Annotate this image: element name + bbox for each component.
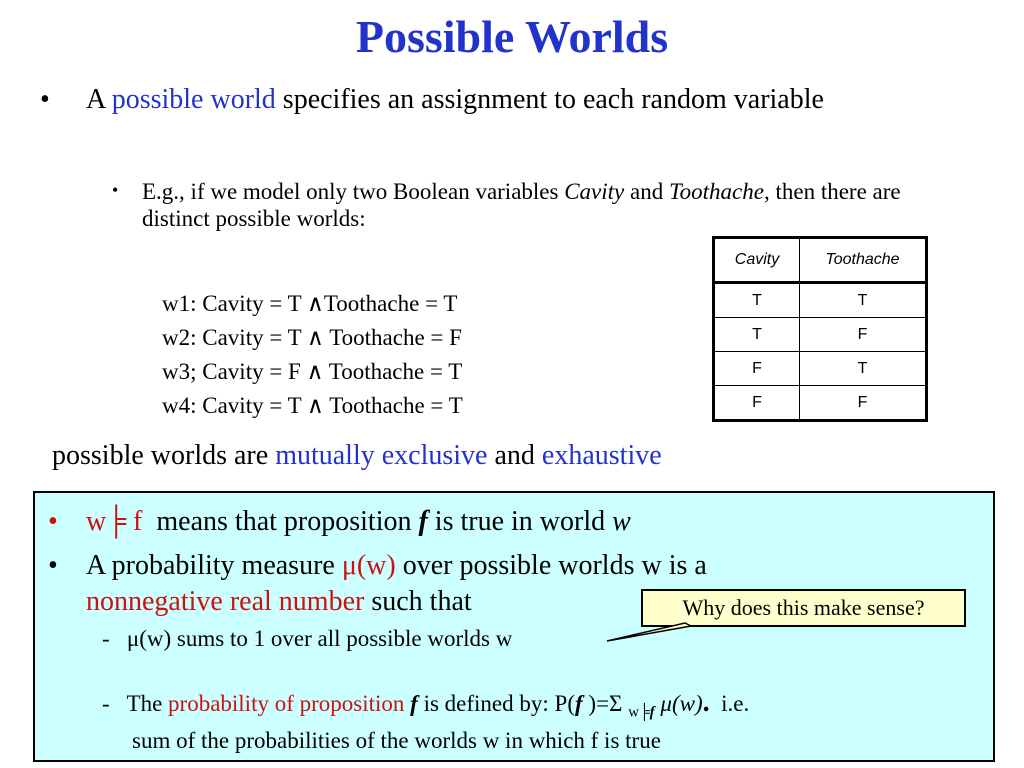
possible-world-term: possible world	[111, 84, 276, 115]
entails-symbol: w╞ f	[86, 506, 143, 537]
sum-subscript: w╞	[628, 704, 650, 721]
table-header-row	[714, 238, 927, 283]
prob-mid: is defined by: P(	[423, 691, 575, 716]
formula-period: .	[702, 687, 710, 718]
dash-marker: -	[102, 626, 110, 651]
var-toothache: Toothache	[668, 179, 764, 204]
table-row	[714, 283, 927, 318]
sums-to-one-text: μ(w) sums to 1 over all possible worlds w	[126, 626, 513, 651]
entails-text	[86, 504, 631, 540]
entails-text-1: means that proposition	[156, 506, 412, 537]
prob-pre: The	[126, 691, 163, 716]
exclusive-pre: possible worlds are	[52, 440, 269, 471]
example-text-3: distinct possible worlds:	[142, 206, 366, 231]
box-bullet-marker: •	[48, 550, 58, 581]
exclusive-and: and	[494, 440, 535, 471]
sum-symbol: )=Σ	[588, 691, 623, 716]
world-w3: w3; Cavity = F ∧ Toothache = T	[162, 359, 463, 384]
table-cell: F	[714, 352, 800, 386]
dash-sums-to-one	[102, 625, 512, 653]
world-w: w	[612, 506, 631, 537]
example-text-1: E.g., if we model only two Boolean variables	[142, 179, 559, 204]
table-cell: F	[800, 386, 927, 421]
world-w4: w4: Cavity = T ∧ Toothache = T	[162, 393, 463, 418]
exhaustive-term: exhaustive	[541, 440, 662, 471]
proposition-f: f	[418, 506, 428, 537]
truth-table	[712, 236, 928, 422]
measure-mid: over possible worlds w is a	[402, 550, 707, 581]
measure-pre: A probability measure	[86, 550, 335, 581]
table-cell: F	[800, 318, 927, 352]
dash-probability-def	[102, 689, 749, 727]
sub-bullet-marker: •	[112, 180, 119, 200]
nonnegative-real-term: nonnegative real number	[86, 586, 365, 617]
proposition-f: f	[410, 691, 418, 716]
slide-title: Possible Worlds	[355, 11, 669, 62]
table-cell: F	[714, 386, 800, 421]
dash-marker: -	[102, 691, 110, 716]
worlds-list	[162, 287, 463, 423]
mutually-exclusive-term: mutually exclusive	[275, 440, 488, 471]
table-cell: T	[800, 352, 927, 386]
bullet-marker: •	[40, 84, 50, 115]
table-cell: T	[800, 283, 927, 318]
example-and: and	[630, 179, 664, 204]
world-w2: w2: Cavity = T ∧ Toothache = F	[162, 325, 462, 350]
var-cavity: Cavity	[564, 179, 625, 204]
prob-definition-line2: sum of the probabilities of the worlds w in which f is true	[132, 728, 661, 753]
callout-question: Why does this make sense?	[641, 589, 966, 627]
entails-text-2: is true in world	[434, 506, 606, 537]
bullet-text-post: specifies an assignment to each random variable	[282, 84, 824, 115]
header-toothache: Toothache	[800, 238, 927, 283]
table-row	[714, 386, 927, 421]
table-row	[714, 318, 927, 352]
bullet-text	[86, 82, 906, 118]
header-cavity: Cavity	[714, 238, 800, 283]
ie-text: i.e.	[721, 691, 750, 716]
table-cell: T	[714, 318, 800, 352]
sub-bullet-text	[142, 178, 1002, 232]
callout-pointer	[605, 622, 695, 644]
mu-w: μ(w)	[341, 550, 396, 581]
mu-w-formula: μ(w)	[660, 691, 703, 716]
sum-subscript-f: f	[649, 704, 655, 721]
bullet-text-pre: A	[86, 84, 105, 115]
exclusive-exhaustive-line	[52, 440, 662, 472]
probability-of-proposition-term: probability of proposition	[168, 691, 405, 716]
measure-post: such that	[371, 586, 472, 617]
world-w1: w1: Cavity = T ∧Toothache = T	[162, 291, 458, 316]
table-cell: T	[714, 283, 800, 318]
example-text-2: , then there are	[763, 179, 901, 204]
proposition-f: f	[574, 691, 583, 716]
table-row	[714, 352, 927, 386]
box-bullet-marker: •	[48, 506, 58, 537]
